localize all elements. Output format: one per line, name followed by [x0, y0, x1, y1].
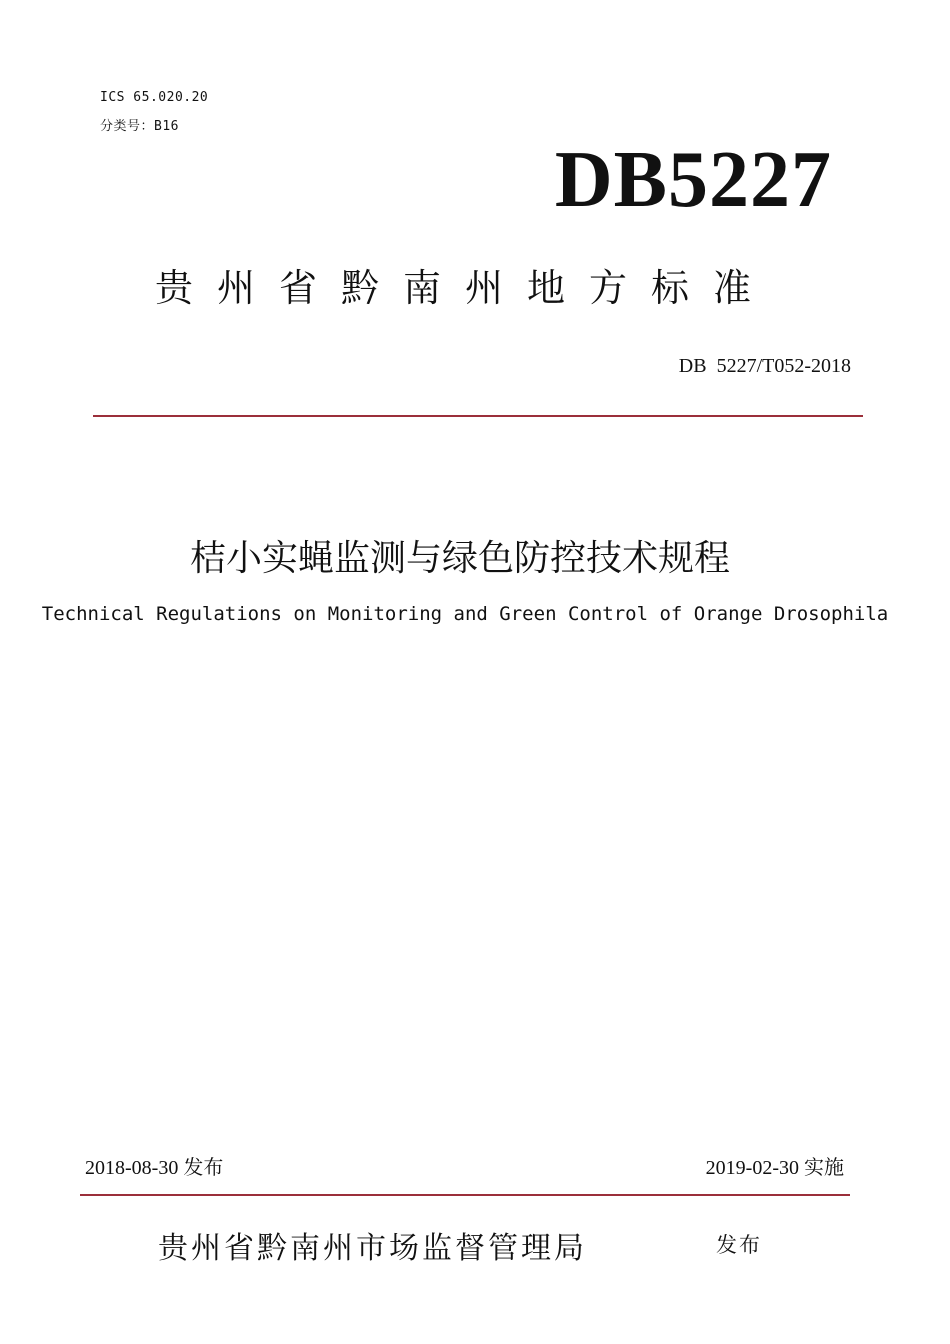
authority-suffix: 发布: [716, 1233, 762, 1257]
top-divider: [93, 415, 863, 417]
bottom-divider: [80, 1194, 850, 1196]
implement-date: 2019-02-30 实施: [705, 1157, 844, 1179]
standard-category-title: 贵州省黔南州地方标准: [155, 266, 776, 310]
issuing-authority: 贵州省黔南州市场监督管理局: [158, 1231, 587, 1266]
document-title-cn: 桔小实蝇监测与绿色防控技术规程: [189, 538, 730, 579]
publish-date: 2018-08-30 发布: [85, 1157, 224, 1179]
document-title-en: Technical Regulations on Monitoring and Green Control of Orange Drosophila: [41, 603, 889, 625]
standard-number: DB 5227/T052-2018: [678, 355, 851, 377]
db-logo: DB5227: [554, 136, 832, 224]
ics-code: ICS 65.020.20: [100, 90, 209, 105]
classification-number: 分类号：B16: [100, 119, 179, 134]
